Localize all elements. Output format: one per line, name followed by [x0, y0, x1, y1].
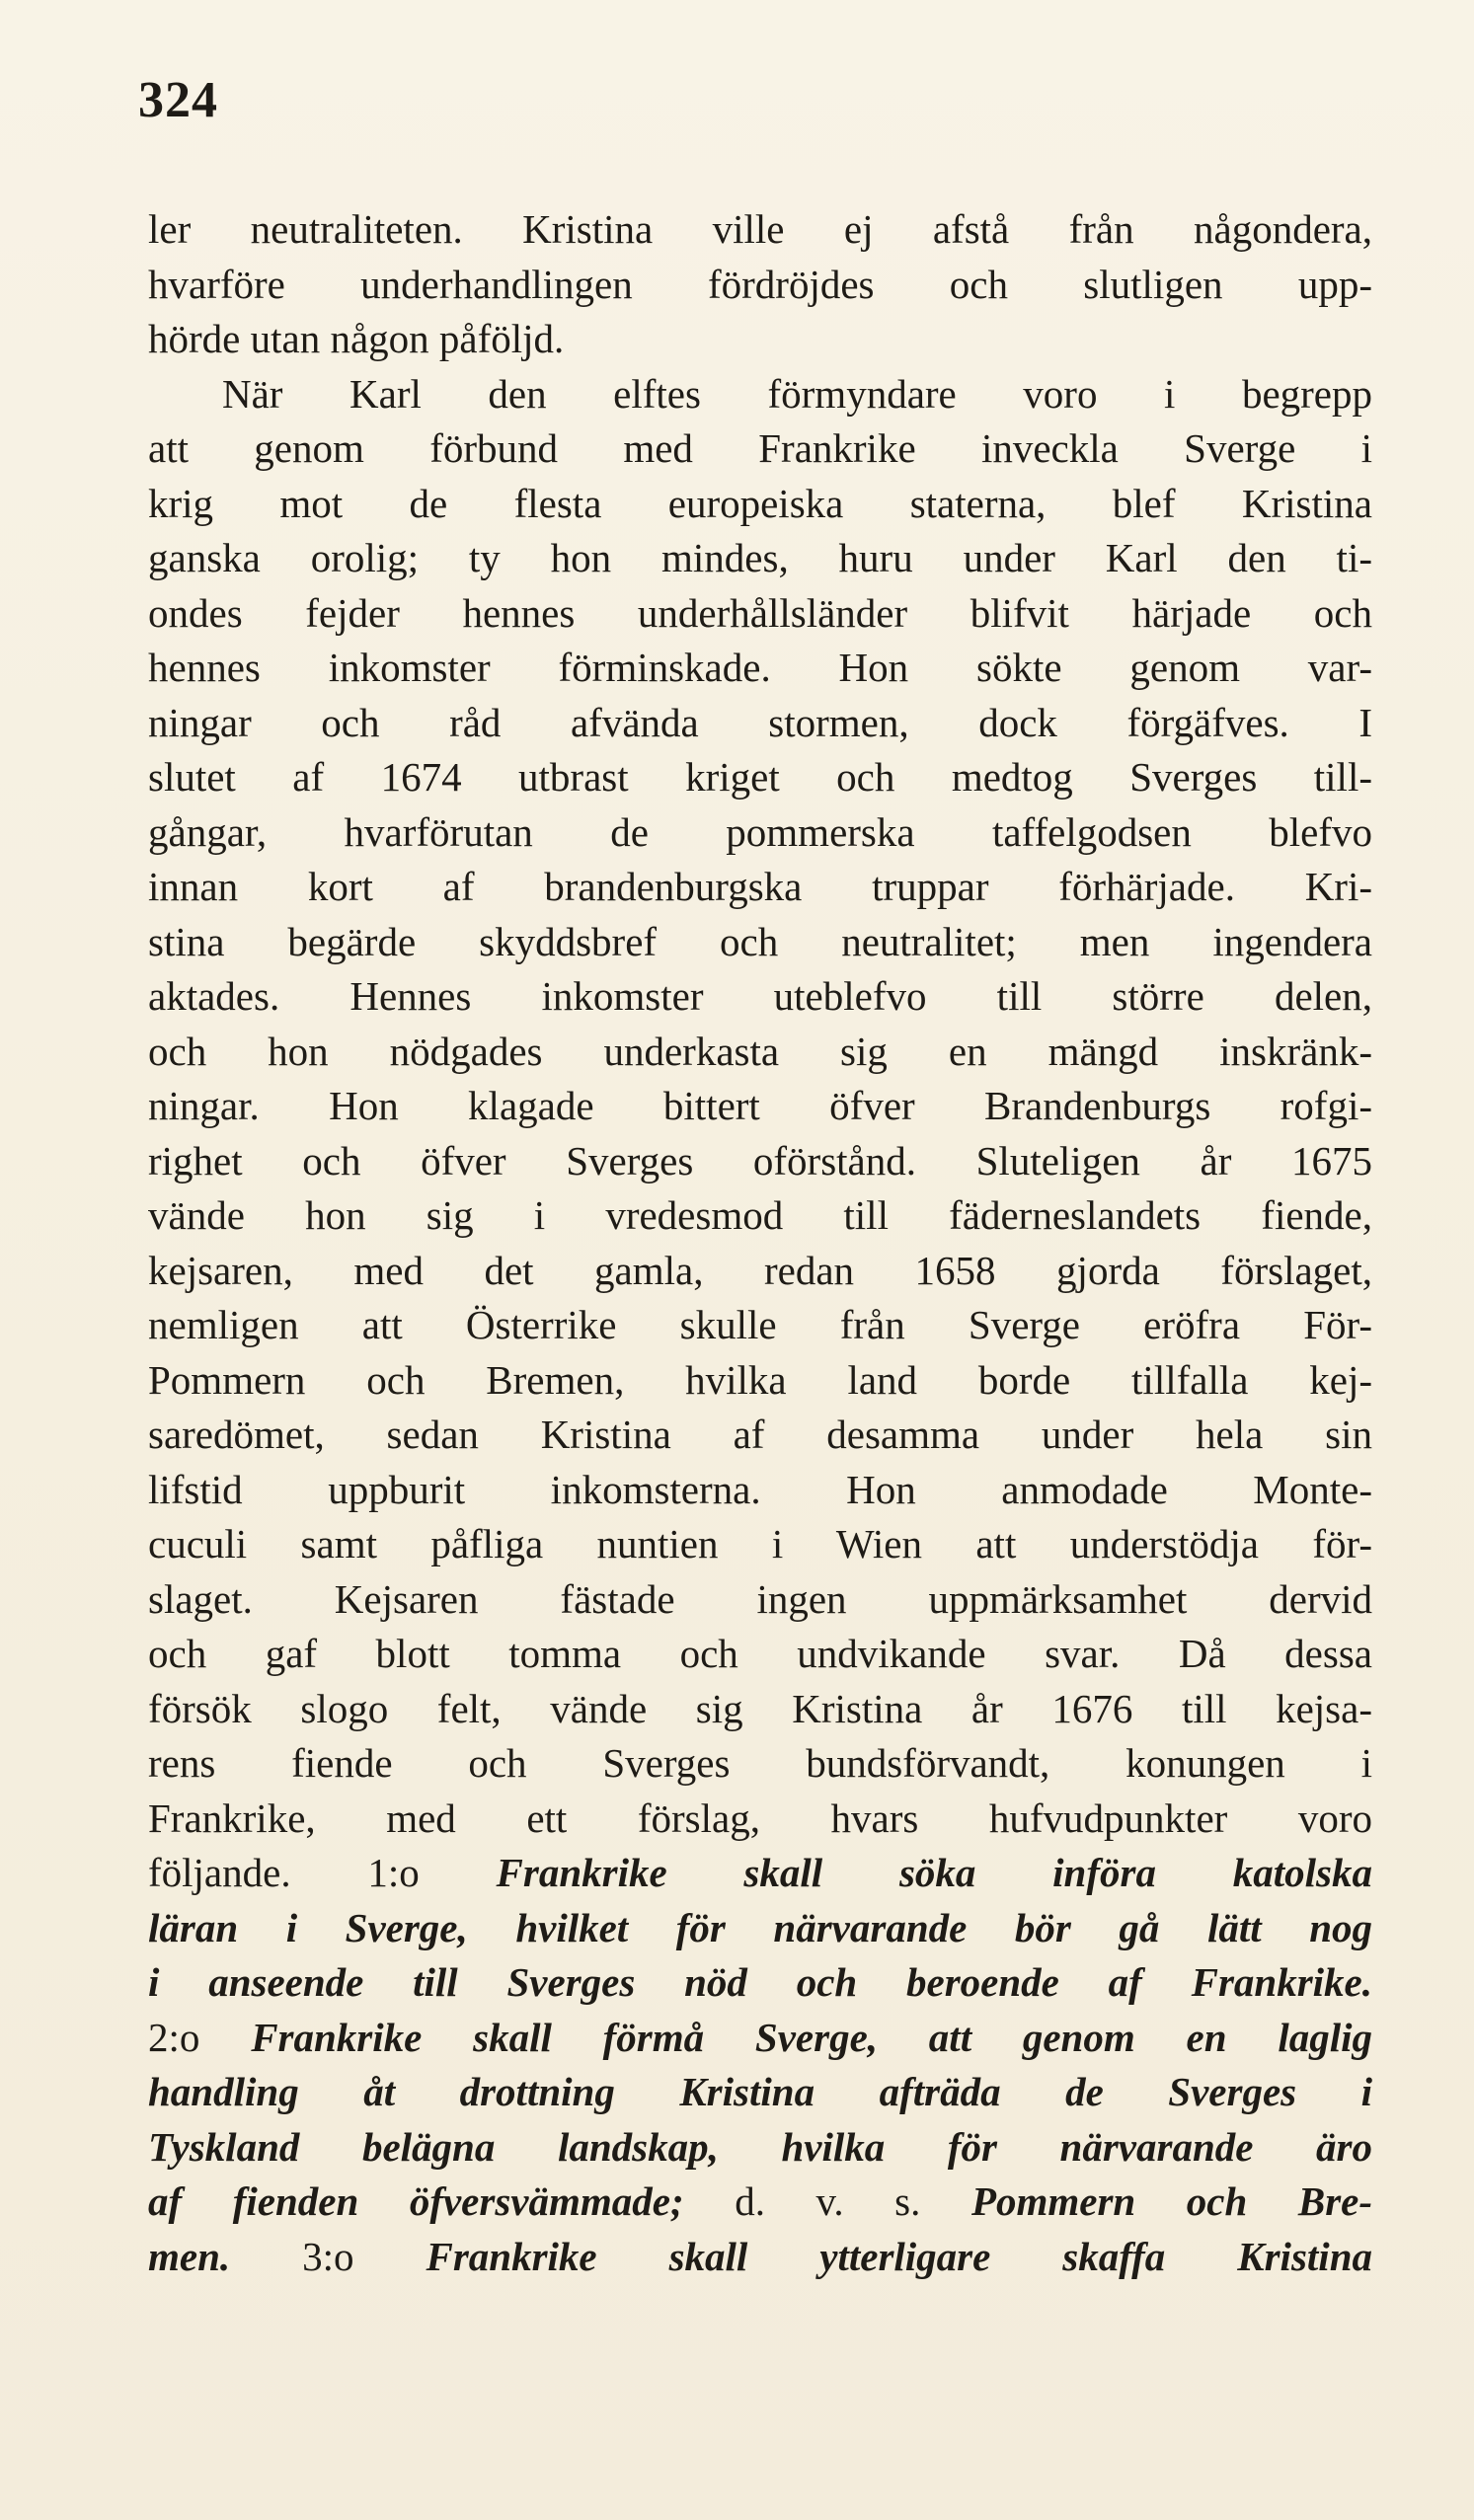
- line-text: aktades. Hennes inkomster uteblefvo till större delen,: [148, 973, 1372, 1019]
- text-line: [148, 1244, 1372, 1299]
- line-text: lifstid uppburit inkomsterna. Hon anmodade Monte-: [148, 1466, 1372, 1512]
- line-text: Pommern och Bremen, hvilka land borde tillfalla kej-: [148, 1356, 1372, 1403]
- text-line: [148, 750, 1372, 805]
- line-text: cuculi samt påfliga nuntien i Wien att understödja för-: [148, 1521, 1372, 1566]
- text-line: [148, 202, 1372, 258]
- line-text: och gaf blott tomma och undvikande svar. Då dessa: [148, 1631, 1372, 1676]
- line-text: rens fiende och Sverges bundsförvandt, konungen i: [148, 1740, 1372, 1786]
- line-text: följande. 1:o: [148, 1850, 497, 1895]
- line-text: 2:o: [148, 2014, 252, 2060]
- text-line: [148, 1463, 1372, 1518]
- text-line: [148, 1025, 1372, 1080]
- text-line: [148, 2230, 1372, 2285]
- italic-text: handling åt drottning Kristina afträda de Sverges i: [148, 2069, 1372, 2114]
- italic-text: i anseende till Sverges nöd och beroende af Frankrike.: [148, 1959, 1372, 2005]
- text-line: [148, 1682, 1372, 1737]
- page-number: 324: [138, 72, 218, 128]
- text-line: [148, 805, 1372, 861]
- text-line: [148, 1079, 1372, 1134]
- text-line: [148, 531, 1372, 586]
- line-text: righet och öfver Sverges oförstånd. Sluteligen år 1675: [148, 1137, 1372, 1184]
- text-line: [148, 915, 1372, 970]
- text-line: [148, 1901, 1372, 1956]
- text-line: [148, 1298, 1372, 1353]
- line-text: kejsaren, med det gamla, redan 1658 gjorda förslaget,: [148, 1247, 1372, 1293]
- line-text: 3:o: [230, 2233, 427, 2279]
- text-line: [148, 2065, 1372, 2120]
- line-text: innan kort af brandenburgska truppar förhärjade. Kri-: [148, 864, 1372, 909]
- text-line: [148, 1846, 1372, 1901]
- text-line: [148, 1188, 1372, 1244]
- line-text: d. v. s.: [683, 2178, 971, 2224]
- line-text: försök slogo felt, vände sig Kristina år 1676 till kejsa-: [148, 1685, 1372, 1731]
- text-line: [148, 258, 1372, 313]
- italic-text: Frankrike skall förmå Sverge, att genom en laglig: [251, 2014, 1372, 2060]
- body-text: [148, 202, 1372, 2284]
- text-line: [148, 1572, 1372, 1628]
- italic-text: läran i Sverge, hvilket för närvarande bör gå lätt nog: [148, 1904, 1372, 1950]
- italic-text: Tyskland belägna landskap, hvilka för närvarande äro: [148, 2123, 1372, 2170]
- text-line: [148, 586, 1372, 642]
- text-line: [148, 2011, 1372, 2066]
- line-text: och hon nödgades underkasta sig en mängd inskränk-: [148, 1028, 1372, 1074]
- line-text: ganska orolig; ty hon mindes, huru under Karl den ti-: [148, 535, 1372, 580]
- text-line: [148, 1353, 1372, 1409]
- line-text: hennes inkomster förminskade. Hon sökte genom var-: [148, 645, 1372, 690]
- line-text: När Karl den elftes förmyndare voro i begrepp: [222, 370, 1372, 417]
- line-text: stina begärde skyddsbref och neutralitet; men ingendera: [148, 918, 1372, 964]
- text-line: [148, 969, 1372, 1025]
- line-text: krig mot de flesta europeiska staterna, blef Kristina: [148, 480, 1372, 526]
- line-text: hörde utan någon påföljd.: [148, 316, 565, 361]
- line-text: ningar. Hon klagade bittert öfver Brandenburgs rofgi-: [148, 1083, 1372, 1128]
- text-line: [148, 2175, 1372, 2230]
- text-line: [148, 1517, 1372, 1572]
- italic-text: Pommern och Bre-: [970, 2178, 1373, 2224]
- text-line: [148, 696, 1372, 751]
- line-text: ondes fejder hennes underhållsländer blifvit härjade och: [148, 589, 1372, 636]
- line-text: Frankrike, med ett förslag, hvars hufvudpunkter voro: [148, 1795, 1372, 1841]
- text-line: [148, 367, 1372, 422]
- italic-text: Frankrike skall ytterligare skaffa Kristina: [426, 2233, 1372, 2279]
- line-text: ningar och råd afvända stormen, dock förgäfves. I: [148, 699, 1372, 745]
- line-text: vände hon sig i vredesmod till fäderneslandets fiende,: [148, 1192, 1372, 1238]
- text-line: [148, 421, 1372, 477]
- line-text: slaget. Kejsaren fästade ingen uppmärksamhet dervid: [148, 1575, 1372, 1622]
- text-line: [148, 1792, 1372, 1847]
- text-line: [148, 312, 1372, 367]
- text-line: [148, 1408, 1372, 1463]
- text-line: [148, 641, 1372, 696]
- line-text: hvarföre underhandlingen fördröjdes och slutligen upp-: [148, 261, 1372, 307]
- line-text: gångar, hvarförutan de pommerska taffelgodsen blefvo: [148, 808, 1372, 855]
- italic-text: men.: [148, 2233, 231, 2279]
- italic-text: af fienden öfversvämmade;: [148, 2178, 684, 2224]
- line-text: slutet af 1674 utbrast kriget och medtog Sverges till-: [148, 754, 1372, 800]
- text-line: [148, 1736, 1372, 1792]
- text-line: [148, 1955, 1372, 2011]
- text-line: [148, 860, 1372, 915]
- line-text: att genom förbund med Frankrike inveckla Sverge i: [148, 425, 1372, 471]
- line-text: ler neutraliteten. Kristina ville ej afstå från någondera,: [148, 206, 1372, 252]
- text-line: [148, 477, 1372, 532]
- text-line: [148, 1627, 1372, 1682]
- text-line: [148, 2120, 1372, 2176]
- italic-text: Frankrike skall söka införa katolska: [496, 1850, 1372, 1895]
- text-line: [148, 1134, 1372, 1189]
- line-text: saredömet, sedan Kristina af desamma under hela sin: [148, 1412, 1372, 1457]
- line-text: nemligen att Österrike skulle från Sverge eröfra För-: [148, 1302, 1372, 1347]
